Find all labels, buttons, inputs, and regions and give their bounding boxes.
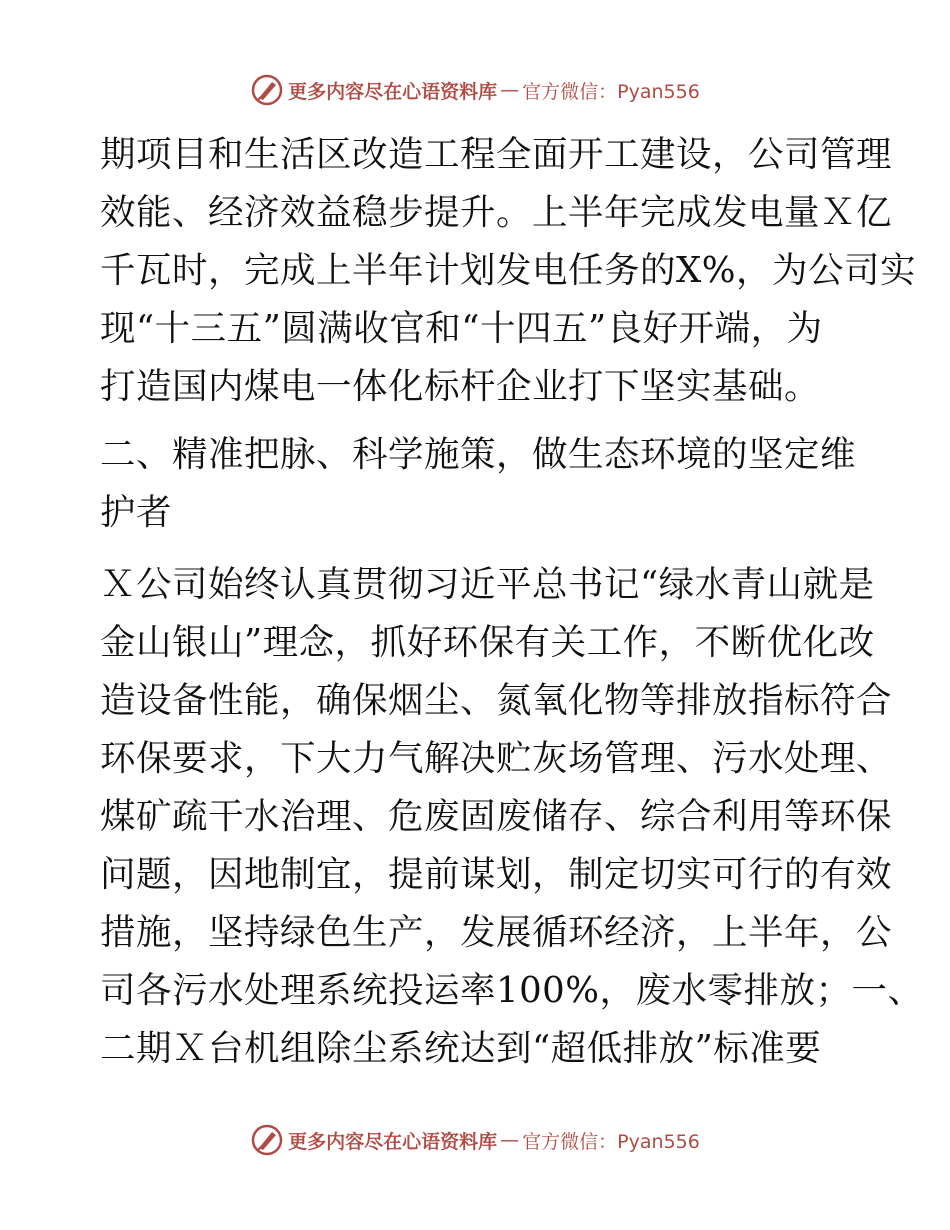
text-line: 现“十三五”圆满收官和“十四五”良好开端，为 bbox=[100, 308, 823, 349]
text-line: 造设备性能，确保烟尘、氮氧化物等排放指标符合 bbox=[100, 680, 893, 721]
text-line: 措施，坚持绿色生产，发展循环经济，上半年，公 bbox=[100, 912, 893, 953]
text-line: 金山银山”理念，抓好环保有关工作，不断优化改 bbox=[100, 622, 875, 663]
text-line: 期项目和生活区改造工程全面开工建设，公司管理 bbox=[100, 134, 893, 175]
header-watermark bbox=[0, 70, 950, 110]
watermark-brand: 更多内容尽在心语资料库 bbox=[288, 80, 498, 103]
quill-pen-logo-icon bbox=[250, 73, 284, 107]
text-line: 煤矿疏干水治理、危废固废储存、综合利用等环保 bbox=[100, 796, 893, 837]
heading-line: 护者 bbox=[100, 492, 173, 533]
paragraph-2 bbox=[100, 556, 924, 1078]
text-line: 打造国内煤电一体化标杆企业打下坚实基础。 bbox=[100, 366, 821, 407]
text-line: 环保要求，下大力气解决贮灰场管理、污水处理、 bbox=[100, 738, 893, 779]
heading-line: 二、精准把脉、科学施策，做生态环境的坚定维 bbox=[100, 434, 857, 475]
text-line: 千瓦时，完成上半年计划发电任务的X%，为公司实 bbox=[100, 250, 917, 291]
footer-watermark bbox=[0, 1120, 950, 1160]
paragraph-1 bbox=[100, 126, 917, 416]
text-line: 效能、经济效益稳步提升。上半年完成发电量Ｘ亿 bbox=[100, 192, 893, 233]
watermark-wechat: 官方微信：Pyan556 bbox=[522, 1130, 700, 1153]
text-line: 二期Ｘ台机组除尘系统达到“超低排放”标准要 bbox=[100, 1028, 822, 1069]
watermark-separator: — bbox=[500, 79, 520, 101]
section-heading bbox=[100, 426, 860, 542]
text-line: 问题，因地制宜，提前谋划，制定切实可行的有效 bbox=[100, 854, 893, 895]
quill-pen-logo-icon bbox=[250, 1123, 284, 1157]
text-line: Ｘ公司始终认真贯彻习近平总书记“绿水青山就是 bbox=[100, 564, 875, 605]
watermark-brand: 更多内容尽在心语资料库 bbox=[288, 1130, 498, 1153]
text-line: 司各污水处理系统投运率100%，废水零排放；一、 bbox=[100, 970, 924, 1011]
watermark-separator: — bbox=[500, 1129, 520, 1151]
watermark-wechat: 官方微信：Pyan556 bbox=[522, 80, 700, 103]
